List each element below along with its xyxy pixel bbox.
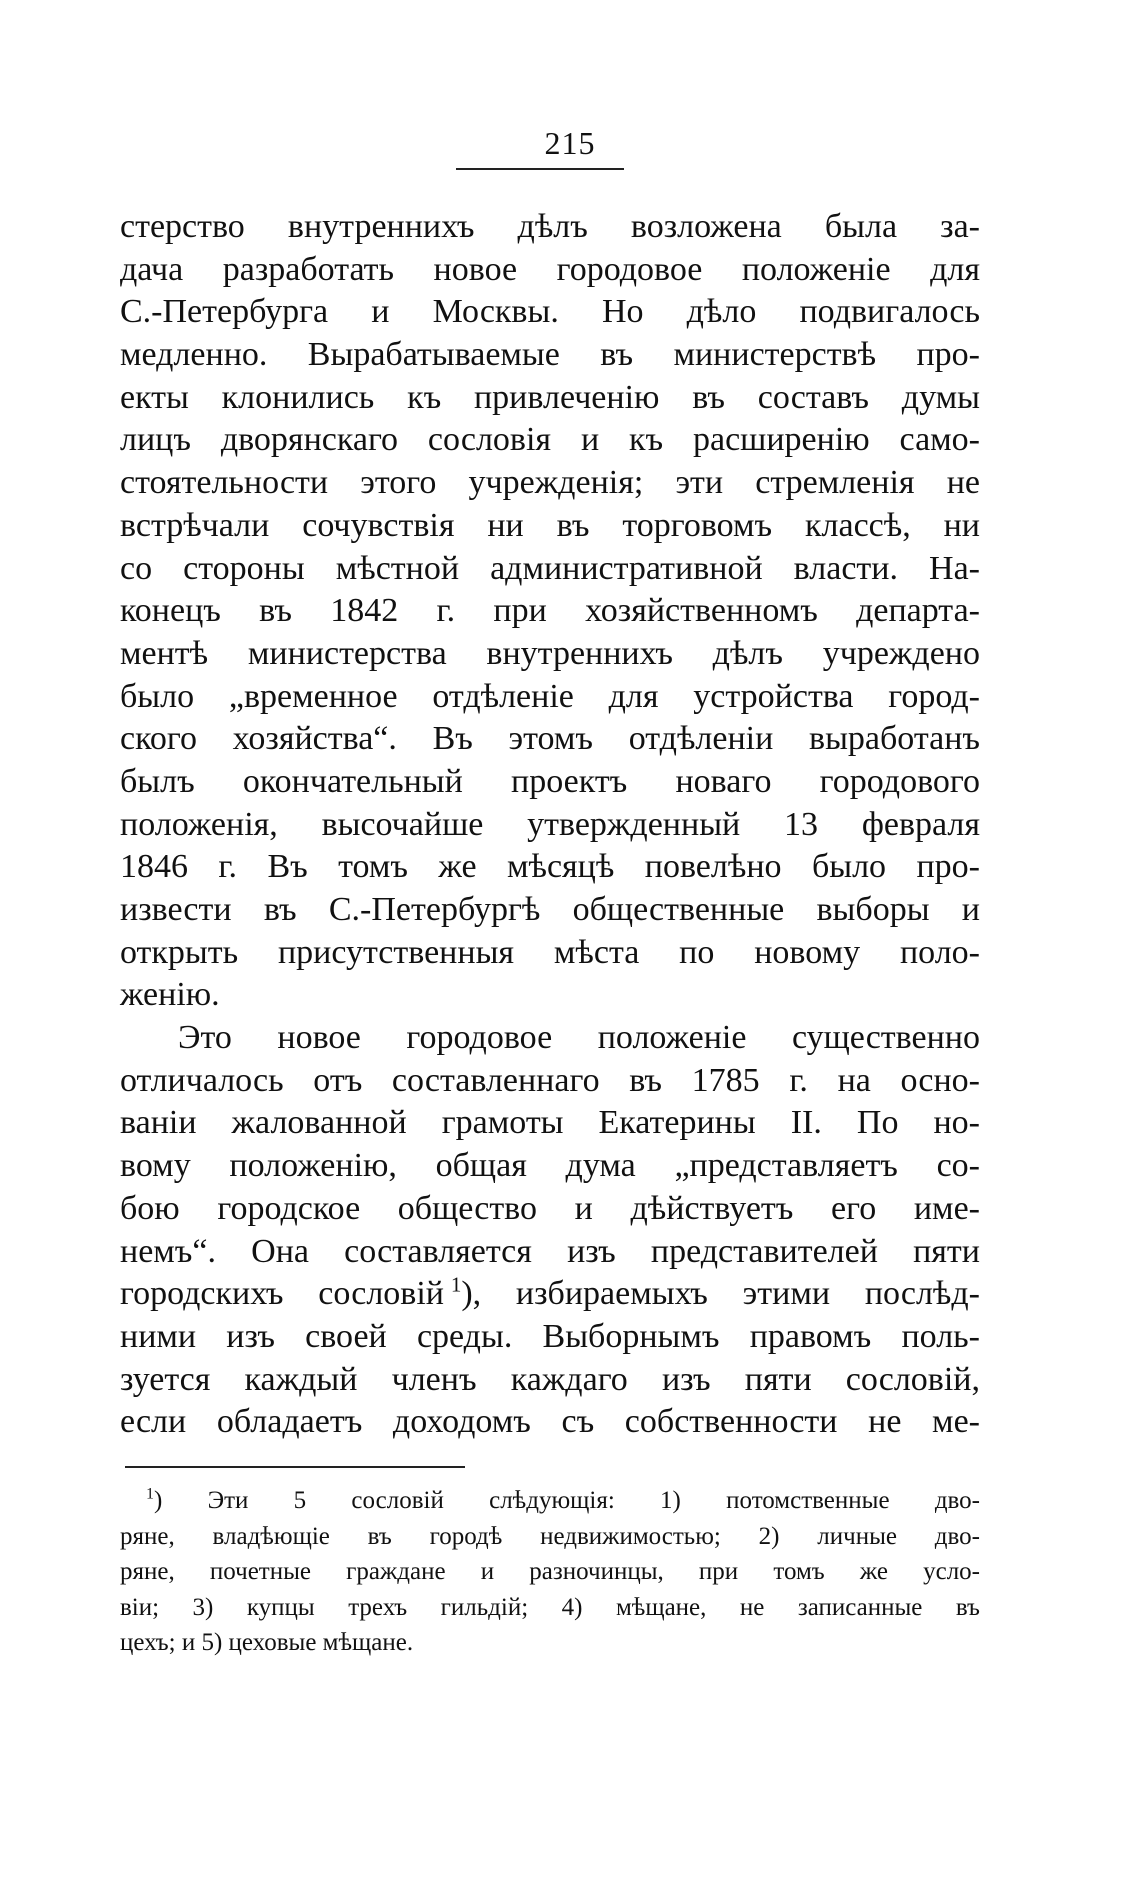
- text-line: С.-Петербурга и Москвы. Но дѣло подвигалось: [120, 293, 980, 331]
- text-segment: ), избираемыхъ этими послѣд-: [461, 1275, 980, 1313]
- footnotes: [120, 1483, 980, 1661]
- text-line: зуется каждый членъ каждаго изъ пяти сословій,: [120, 1360, 980, 1398]
- text-line: 1846 г. Въ томъ же мѣсяцѣ повелѣно было про-: [120, 848, 980, 886]
- text-line: встрѣчали сочувствія ни въ торговомъ классѣ, ни: [120, 506, 980, 544]
- text-line: извести въ С.-Петербургѣ общественные выборы и: [120, 891, 980, 928]
- header-rule: [456, 168, 624, 170]
- text-line: отличалось отъ составленнаго въ 1785 г. на осно-: [120, 1061, 980, 1099]
- text-line: екты клонились къ привлеченію въ составъ думы: [120, 378, 980, 416]
- footnote-text: ) Эти 5 сословій слѣдующія: 1) потомственные дво-: [154, 1487, 980, 1514]
- text-line: конецъ въ 1842 г. при хозяйственномъ департа-: [120, 592, 980, 630]
- text-line: бою городское общество и дѣйствуетъ его име-: [120, 1189, 980, 1227]
- text-line: былъ окончательный проектъ новаго городового: [120, 762, 980, 800]
- text-line: ними изъ своей среды. Выборнымъ правомъ поль-: [120, 1317, 980, 1355]
- footnote-line: цехъ; и 5) цеховые мѣщане.: [120, 1629, 414, 1656]
- text-line: если обладаетъ доходомъ съ собственности не ме-: [120, 1403, 980, 1441]
- text-line: стоятельности этого учрежденія; эти стремленія не: [120, 464, 980, 502]
- footnote-line: віи; 3) купцы трехъ гильдій; 4) мѣщане, не записанные въ: [120, 1593, 980, 1621]
- text-line: женію.: [120, 976, 220, 1014]
- text-line: положенія, высочайше утвержденный 13 февраля: [120, 805, 980, 843]
- text-line-with-footnote-ref: [120, 1273, 980, 1316]
- footnote-line: ряне, владѣющіе въ городѣ недвижимостью; 2) личные дво-: [120, 1522, 980, 1550]
- text-line: дача разработать новое городовое положеніе для: [120, 250, 980, 288]
- text-line: ского хозяйства“. Въ этомъ отдѣленіи выработанъ: [120, 720, 980, 758]
- footnote-marker: 1: [146, 1485, 154, 1503]
- text-line: со стороны мѣстной административной власти. На-: [120, 549, 980, 587]
- footnote-line: [120, 1483, 980, 1519]
- text-segment: городскихъ сословій: [120, 1275, 444, 1313]
- text-line: лицъ дворянскаго сословія и къ расширенію само-: [120, 421, 980, 459]
- text-line: немъ“. Она составляется изъ представителей пяти: [120, 1232, 980, 1270]
- footnote-rule: [125, 1466, 465, 1468]
- text-line: было „временное отдѣленіе для устройства город-: [120, 677, 980, 715]
- footnote-reference: 1: [450, 1272, 462, 1297]
- footnote-line: ряне, почетные граждане и разночинцы, при томъ же усло-: [120, 1558, 980, 1585]
- text-line: открыть присутственныя мѣста по новому поло-: [120, 933, 980, 971]
- text-line: ваніи жалованной грамоты Екатерины II. По но-: [120, 1104, 980, 1142]
- paragraph-first-line: Это новое городовое положеніе существенно: [178, 1019, 980, 1057]
- page-number: 215: [544, 125, 596, 161]
- text-line: стерство внутреннихъ дѣлъ возложена была за-: [120, 208, 980, 245]
- text-line: медленно. Вырабатываемые въ министерствѣ про-: [120, 336, 980, 374]
- text-line: вому положенію, общая дума „представляетъ со-: [120, 1147, 980, 1185]
- main-text: [120, 206, 980, 1444]
- text-line: ментѣ министерства внутреннихъ дѣлъ учреждено: [120, 634, 980, 672]
